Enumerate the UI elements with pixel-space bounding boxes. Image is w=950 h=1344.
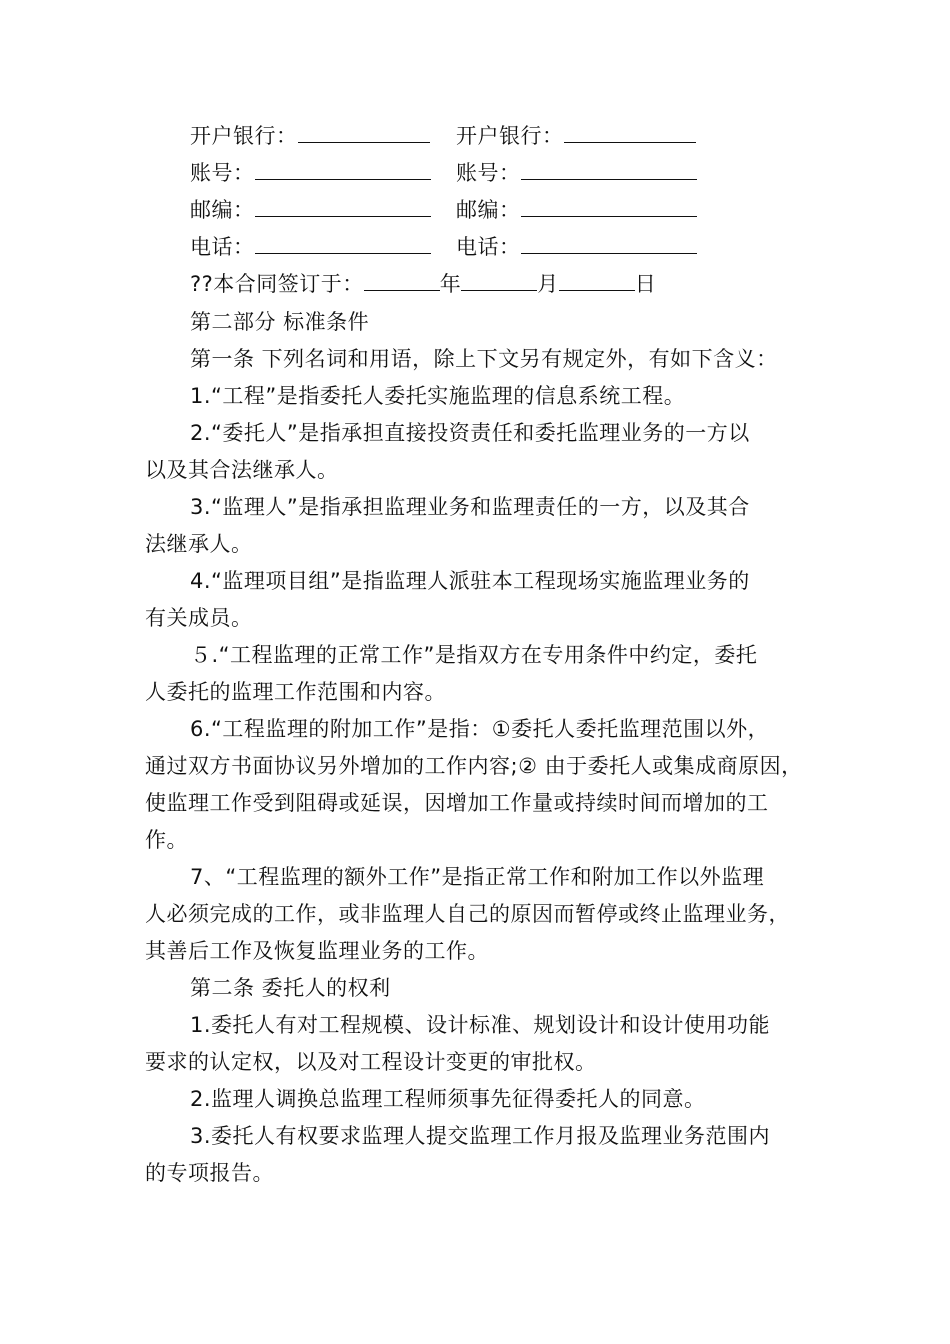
definition-1: 1.“工程”是指委托人委托实施监理的信息系统工程。 <box>190 384 686 408</box>
right-1-line-1: 1.委托人有对工程规模、设计标准、规划设计和设计使用功能 <box>190 1013 771 1037</box>
part-two-heading: 第二部分 标准条件 <box>190 310 370 334</box>
definition-4-line-1: 4.“监理项目组”是指监理人派驻本工程现场实施监理业务的 <box>190 569 750 593</box>
right-2: 2.监理人调换总监理工程师须事先征得委托人的同意。 <box>190 1087 706 1111</box>
postcode-row-left <box>190 195 431 225</box>
postcode-row-right <box>456 195 697 225</box>
year-blank[interactable] <box>364 270 440 291</box>
definition-2-line-2: 以及其合法继承人。 <box>145 458 339 482</box>
account-label: 账号： <box>456 161 521 185</box>
phone-row-left <box>190 232 431 262</box>
day-label: 日 <box>634 272 657 296</box>
phone-blank-left[interactable] <box>255 233 431 254</box>
bank-label: 开户银行： <box>456 124 564 148</box>
definition-4-line-2: 有关成员。 <box>145 606 253 630</box>
definition-7-line-3: 其善后工作及恢复监理业务的工作。 <box>145 939 489 963</box>
account-row-left <box>190 158 431 188</box>
postcode-label: 邮编： <box>456 198 521 222</box>
right-3-line-2: 的专项报告。 <box>145 1161 274 1185</box>
definition-7-line-2: 人必须完成的工作，或非监理人自己的原因而暂停或终止监理业务， <box>145 902 790 926</box>
month-label: 月 <box>537 272 559 296</box>
right-1-line-2: 要求的认定权，以及对工程设计变更的审批权。 <box>145 1050 597 1074</box>
account-row-right <box>456 158 697 188</box>
definition-3-line-1: 3.“监理人”是指承担监理业务和监理责任的一方，以及其合 <box>190 495 750 519</box>
definition-6-line-4: 作。 <box>145 828 188 852</box>
definition-6-line-3: 使监理工作受到阻碍或延误，因增加工作量或持续时间而增加的工 <box>145 791 769 815</box>
postcode-blank-right[interactable] <box>521 196 697 217</box>
postcode-label: 邮编： <box>190 198 255 222</box>
signing-date-row <box>190 269 656 299</box>
year-label: 年 <box>439 272 462 296</box>
definition-6-line-2: 通过双方书面协议另外增加的工作内容;② 由于委托人或集成商原因， <box>145 754 803 778</box>
account-label: 账号： <box>190 161 255 185</box>
definition-3-line-2: 法继承人。 <box>145 532 253 556</box>
definition-5-line-2: 人委托的监理工作范围和内容。 <box>145 680 446 704</box>
article-two-heading: 第二条 委托人的权利 <box>190 976 391 1000</box>
definition-5-line-1: ５.“工程监理的正常工作”是指双方在专用条件中约定，委托 <box>190 643 758 667</box>
phone-label: 电话： <box>456 235 521 259</box>
bank-row-right <box>456 121 696 151</box>
bank-blank-left[interactable] <box>298 122 430 143</box>
bank-label: 开户银行： <box>190 124 298 148</box>
phone-blank-right[interactable] <box>521 233 697 254</box>
postcode-blank-left[interactable] <box>255 196 431 217</box>
right-3-line-1: 3.委托人有权要求监理人提交监理工作月报及监理业务范围内 <box>190 1124 771 1148</box>
phone-label: 电话： <box>190 235 255 259</box>
day-blank[interactable] <box>559 270 635 291</box>
account-blank-right[interactable] <box>521 159 697 180</box>
bank-blank-right[interactable] <box>564 122 696 143</box>
bank-row-left <box>190 121 430 151</box>
definition-6-line-1: 6.“工程监理的附加工作”是指：①委托人委托监理范围以外， <box>190 717 770 741</box>
phone-row-right <box>456 232 697 262</box>
article-one-heading: 第一条 下列名词和用语，除上下文另有规定外，有如下含义： <box>190 347 778 371</box>
month-blank[interactable] <box>461 270 537 291</box>
definition-7-line-1: 7、“工程监理的额外工作”是指正常工作和附加工作以外监理 <box>190 865 765 889</box>
signing-prefix: ??本合同签订于： <box>190 272 364 296</box>
definition-2-line-1: 2.“委托人”是指承担直接投资责任和委托监理业务的一方以 <box>190 421 750 445</box>
account-blank-left[interactable] <box>255 159 431 180</box>
